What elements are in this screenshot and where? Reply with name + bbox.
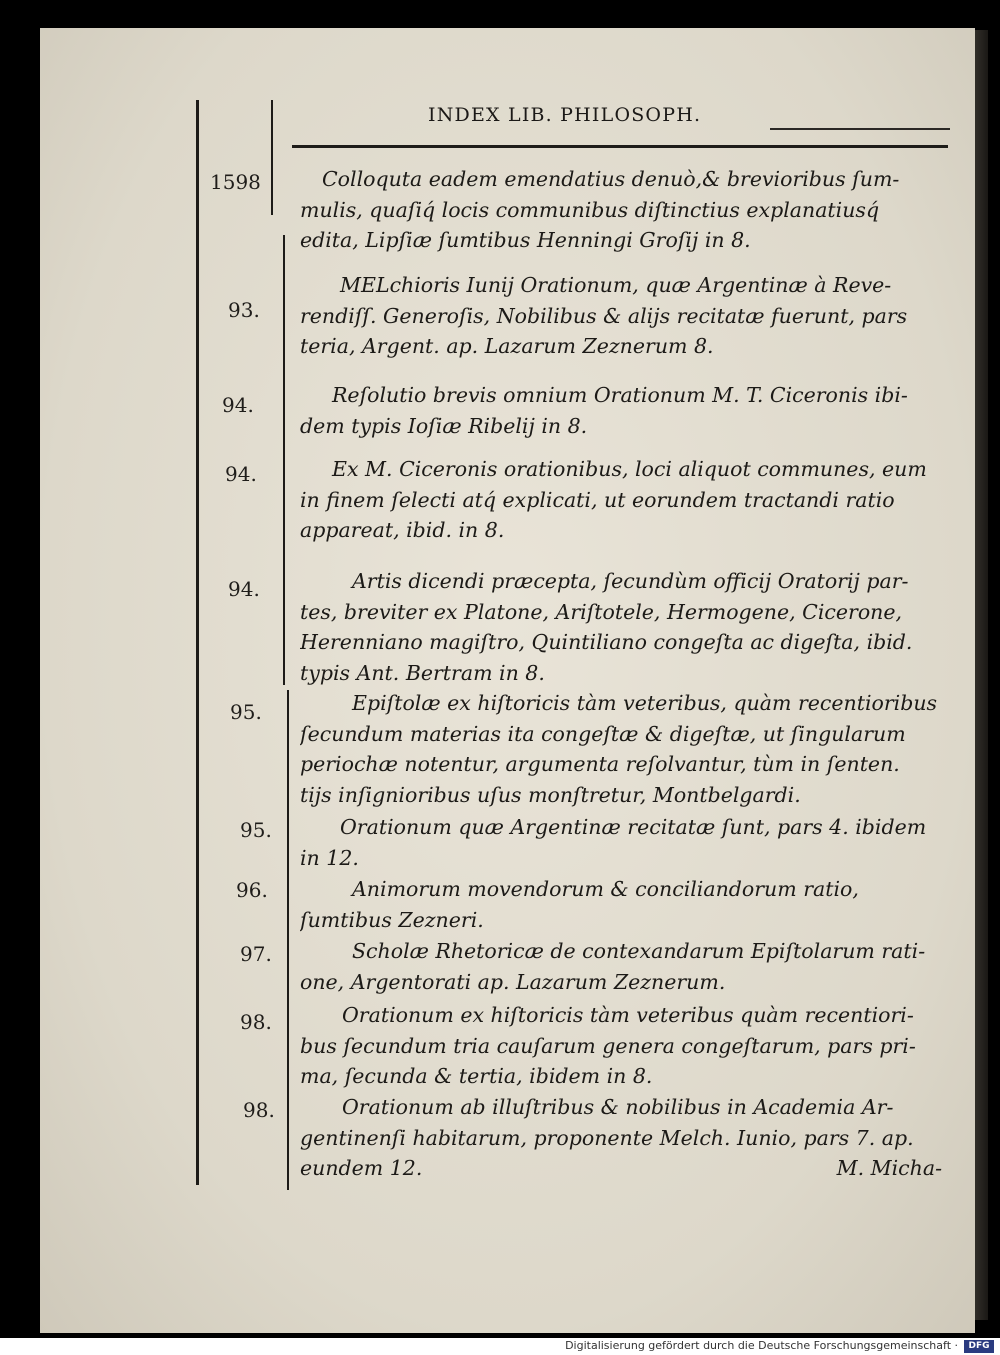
header-rule xyxy=(292,145,948,148)
entry-line: Animorum movendorum & conciliandorum ratio, xyxy=(352,877,859,901)
entry-line: rendiſſ. Generoſis, Nobilibus & alijs recitatæ fuerunt, pars xyxy=(300,303,908,328)
entry-line: Orationum quæ Argentinæ recitatæ ſunt, pars 4. ibidem xyxy=(340,815,927,839)
entry-line: periochæ notentur, argumenta reſolvantur, tùm in ſenten. xyxy=(300,752,900,776)
entry-line: typis Ant. Bertram in 8. xyxy=(300,660,545,685)
entry-line: dem typis Ioſiæ Ribelij in 8. xyxy=(300,413,588,438)
entry-line: appareat, ibid. in 8. xyxy=(300,518,505,542)
entry-line: one, Argentorati ap. Lazarum Zeznerum. xyxy=(300,969,726,994)
dfg-logo: DFG xyxy=(964,1340,994,1353)
year-number: 97. xyxy=(240,942,272,966)
year-number: 94. xyxy=(225,462,257,486)
bibliographic-entry xyxy=(300,380,960,441)
catchword: M. Micha- xyxy=(836,1156,942,1180)
year-number: 98. xyxy=(243,1098,275,1122)
entry-line: ma, ſecunda & tertia, ibidem in 8. xyxy=(300,1064,653,1088)
margin-line-inner-2 xyxy=(283,235,285,685)
margin-line-inner-3 xyxy=(287,690,289,1190)
entry-line: in finem ſelecti atq́ explicati, ut eorundem tractandi ratio xyxy=(300,487,895,512)
entry-line: tes, breviter ex Platone, Ariſtotele, Hermogene, Cicerone, xyxy=(300,599,903,624)
year-number: 94. xyxy=(222,393,254,417)
year-number: 95. xyxy=(240,818,272,842)
bibliographic-entry xyxy=(300,454,960,546)
bibliographic-entry xyxy=(300,1000,960,1092)
entry-line: ſecundum materias ita congeſtæ & digeſtæ, ut ſingularum xyxy=(300,721,906,746)
running-title: INDEX LIB. PHILOSOPH. xyxy=(428,104,702,126)
year-number: 1598 xyxy=(210,170,261,194)
entry-line: bus ſecundum tria cauſarum genera congeſtarum, pars pri- xyxy=(300,1033,916,1058)
year-number: 96. xyxy=(236,878,268,902)
bibliographic-entry xyxy=(300,1092,960,1184)
year-number: 93. xyxy=(228,298,260,322)
entry-line: ſumtibus Zezneri. xyxy=(300,907,484,932)
funding-credit: Digitalisierung gefördert durch die Deutsche Forschungsgemeinschaft · xyxy=(565,1339,958,1352)
bibliographic-entry xyxy=(300,936,960,997)
footer-bar xyxy=(0,1338,1000,1355)
entry-line: MELchioris Iunij Orationum, quæ Argentinæ à Reve- xyxy=(340,273,892,297)
entry-line: Ex M. Ciceronis orationibus, loci aliquot communes, eum xyxy=(332,457,927,481)
bibliographic-entry xyxy=(300,688,960,810)
entry-line: Scholæ Rhetoricæ de contexandarum Epiſtolarum rati- xyxy=(352,939,926,963)
year-number: 95. xyxy=(230,700,262,724)
bibliographic-entry xyxy=(300,164,960,256)
entry-line: in 12. xyxy=(300,845,359,870)
entry-line: Orationum ex hiſtoricis tàm veteribus quàm recentiori- xyxy=(342,1003,914,1027)
bibliographic-entry xyxy=(300,566,960,688)
entry-line: Reſolutio brevis omnium Orationum M. T. Ciceronis ibi- xyxy=(332,383,908,407)
year-number: 98. xyxy=(240,1010,272,1034)
entry-line: mulis, quaſiq́ locis communibus diſtinctius explanatiusq́ xyxy=(300,197,880,222)
margin-line-outer xyxy=(196,100,199,1185)
entry-line-text: eundem 12. xyxy=(300,1156,423,1180)
bibliographic-entry xyxy=(300,270,960,362)
entry-line: teria, Argent. ap. Lazarum Zeznerum 8. xyxy=(300,334,714,358)
entry-line: Herenniano magiſtro, Quintiliano congeſta ac digeſta, ibid. xyxy=(300,630,913,654)
entry-line: gentinenſi habitarum, proponente Melch. Iunio, pars 7. ap. xyxy=(300,1125,914,1150)
margin-line-inner xyxy=(271,100,273,215)
entry-line: Artis dicendi præcepta, ſecundùm officij Oratorij par- xyxy=(352,569,909,593)
bibliographic-entry xyxy=(300,874,960,935)
bibliographic-entry xyxy=(300,812,960,873)
year-number: 94. xyxy=(228,577,260,601)
header-rule-short xyxy=(770,128,950,130)
entry-line: Orationum ab illuſtribus & nobilibus in Academia Ar- xyxy=(342,1095,894,1119)
entry-line: edita, Lipſiæ ſumtibus Henningi Groſij in 8. xyxy=(300,228,751,252)
entry-line: Colloquta eadem emendatius denuò,& brevioribus ſum- xyxy=(322,167,900,191)
entry-line: tijs inſignioribus uſus monſtretur, Montbelgardi. xyxy=(300,782,801,807)
entry-line: Epiſtolæ ex hiſtoricis tàm veteribus, quàm recentioribus xyxy=(352,691,938,715)
entry-line xyxy=(300,1153,960,1184)
